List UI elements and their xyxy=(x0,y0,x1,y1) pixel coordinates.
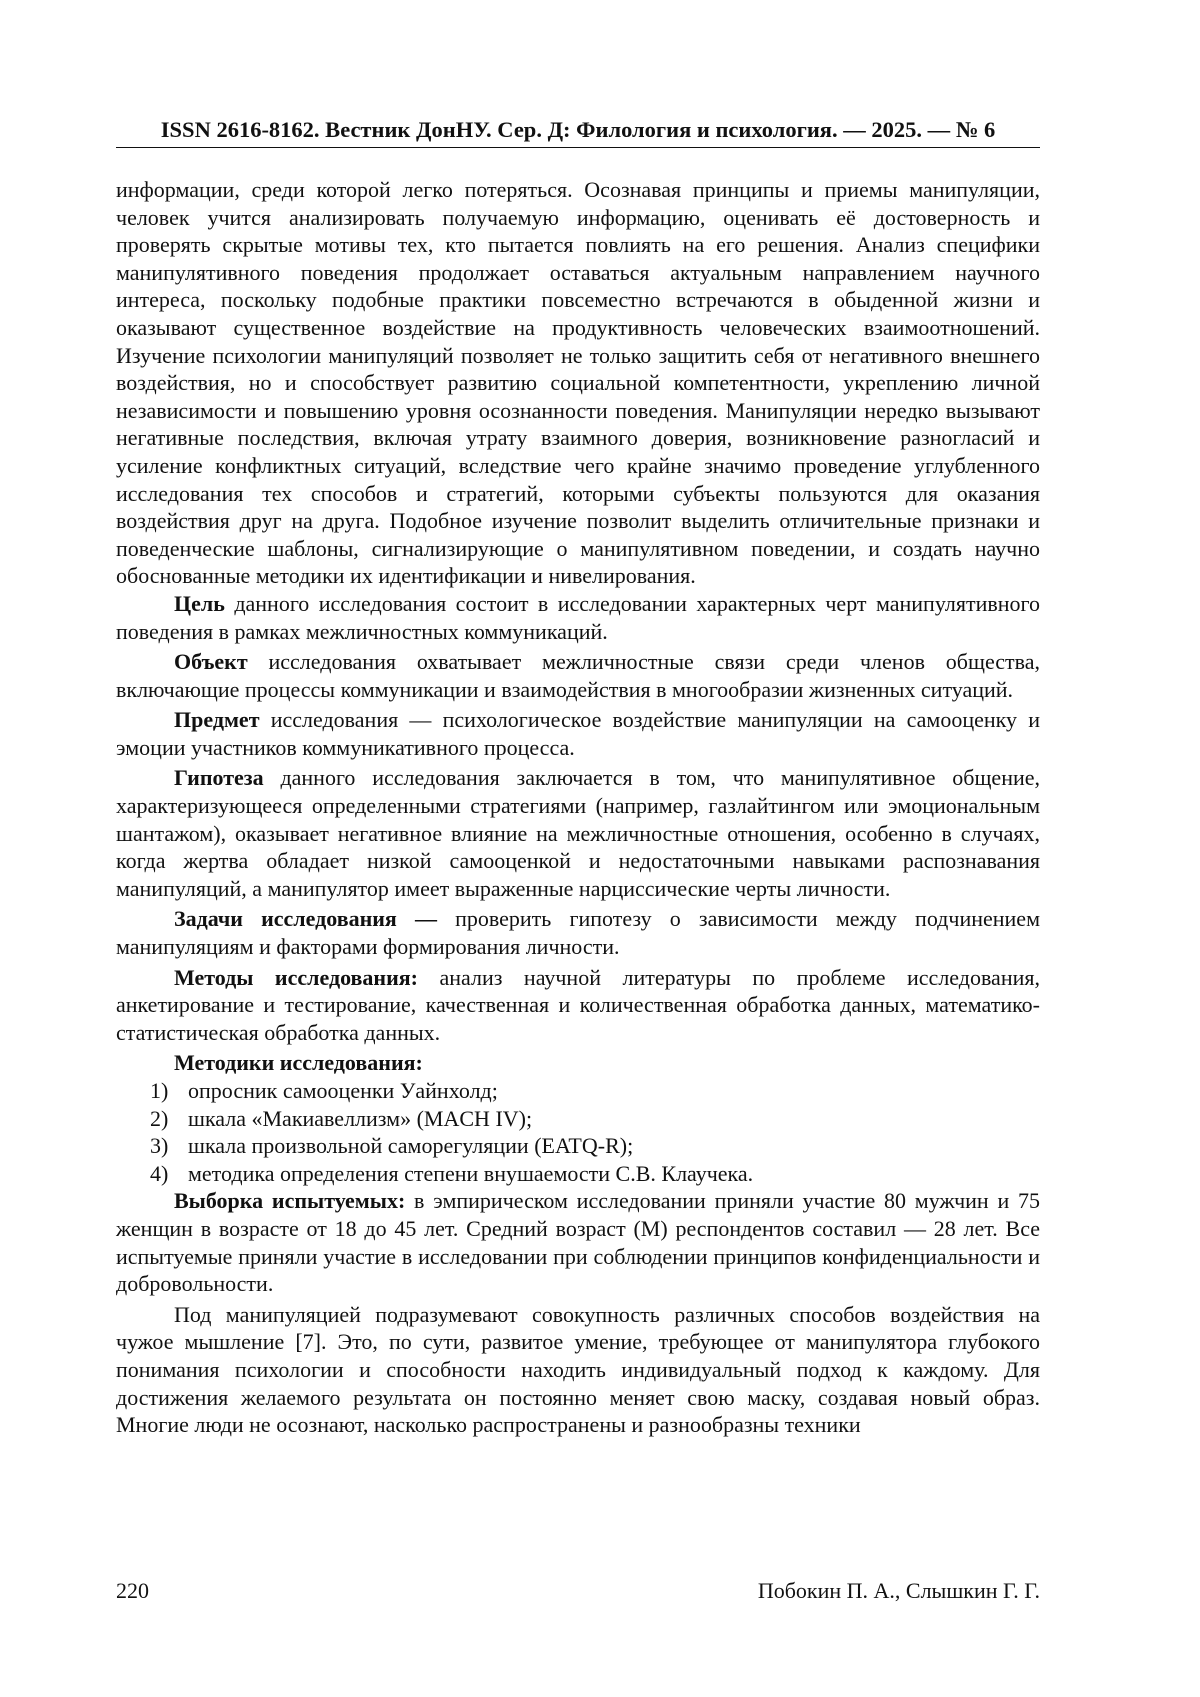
hypothesis-text: данного исследования заключается в том, что манипулятивное общение, характеризующееся определенными стратегиями (например, газлайтингом или эмоциональным шантажом), оказывает негативное влияние на межличностные отношения, особенно в случаях, когда жертва обладает низкой самооценкой и недостаточными навыками распознавания манипуляций, а манипулятор имеет выраженные нарциссические черты личности. xyxy=(116,765,1040,901)
object-text: исследования охватывает межличностные связи среди членов общества, включающие процессы коммуникации и взаимодействия в многообразии жизненных ситуаций. xyxy=(116,649,1040,702)
goal-text: данного исследования состоит в исследовании характерных черт манипулятивного поведения в рамках межличностных коммуникаций. xyxy=(116,590,1040,644)
list-item-number: 4) xyxy=(150,1160,169,1186)
article-body xyxy=(116,176,1040,1439)
list-item xyxy=(116,1077,1040,1105)
sample-term: Выборка испытуемых: xyxy=(174,1188,406,1214)
methods-text: анализ научной литературы по проблеме исследования, анкетирование и тестирование, качественная и количественная обработка данных, математико-статистическая обработка данных. xyxy=(116,964,1040,1045)
tasks-paragraph xyxy=(116,905,1040,960)
list-item-number: 3) xyxy=(150,1133,169,1159)
subject-term: Предмет xyxy=(174,707,260,733)
sample-paragraph xyxy=(116,1187,1040,1297)
list-item-text: шкала произвольной саморегуляции (EATQ-R); xyxy=(188,1133,634,1159)
list-item xyxy=(116,1105,1040,1133)
running-header: ISSN 2616-8162. Вестник ДонНУ. Сер. Д: Филология и психология. — 2025. — № 6 xyxy=(116,116,1040,148)
goal-term: Цель xyxy=(174,590,225,616)
techniques-heading xyxy=(116,1049,1040,1077)
intro-paragraph: информации, среди которой легко потеряться. Осознавая принципы и приемы манипуляции, человек учится анализировать получаемую информацию, оценивать её достоверность и проверять скрытые мотивы тех, кто пытается повлиять на его решения. Анализ специфики манипулятивного поведения продолжает оставаться актуальным направлением научного интереса, поскольку подобные практики повсеместно встречаются в обыденной жизни и оказывают существенное воздействие на продуктивность человеческих взаимоотношений. Изучение психологии манипуляций позволяет не только защитить себя от негативного внешнего воздействия, но и способствует развитию социальной компетентности, укреплению личной независимости и повышению уровня осознанности поведения. Манипуляции нередко вызывают негативные последствия, включая утрату взаимного доверия, возникновение разногласий и усиление конфликтных ситуаций, вследствие чего крайне значимо проведение углубленного исследования тех способов и стратегий, которыми субъекты пользуются для оказания воздействия друг на друга. Подобное изучение позволит выделить отличительные признаки и поведенческие шаблоны, сигнализирующие о манипулятивном поведении, и создать научно обоснованные методики их идентификации и нивелирования. xyxy=(116,177,1040,589)
list-item xyxy=(116,1160,1040,1188)
list-item-number: 2) xyxy=(150,1105,169,1131)
techniques-list xyxy=(116,1077,1040,1187)
list-item-text: шкала «Макиавеллизм» (MACH IV); xyxy=(188,1105,533,1131)
object-paragraph xyxy=(116,648,1040,703)
hypothesis-paragraph xyxy=(116,764,1040,902)
list-item-number: 1) xyxy=(150,1078,169,1103)
list-item-text: опросник самооценки Уайнхолд; xyxy=(188,1078,498,1103)
goal-paragraph xyxy=(116,590,1040,645)
manipulation-paragraph: Под манипуляцией подразумевают совокупность различных способов воздействия на чужое мышление [7]. Это, по сути, развитое умение, требующее от манипулятора глубокого понимания психологии и способности находить индивидуальный подход к каждому. Для достижения желаемого результата он постоянно меняет свою маску, создавая новый образ. Многие люди не осознают, насколько распространены и разнообразны техники xyxy=(116,1301,1040,1438)
subject-text: исследования — психологическое воздействие манипуляции на самооценку и эмоции участников коммуникативного процесса. xyxy=(116,707,1040,760)
tasks-term: Задачи исследования — xyxy=(174,906,437,932)
list-item-text: методика определения степени внушаемости С.В. Клаучека. xyxy=(188,1160,754,1186)
subject-paragraph xyxy=(116,706,1040,761)
footer-authors: Побокин П. А., Слышкин Г. Г. xyxy=(757,1578,1040,1603)
tasks-text: проверить гипотезу о зависимости между подчинением манипуляциям и факторами формирования личности. xyxy=(116,906,1040,960)
sample-text: в эмпирическом исследовании приняли участие 80 мужчин и 75 женщин в возрасте от 18 до 45 лет. Средний возраст (M) респондентов составил — 28 лет. Все испытуемые приняли участие в исследовании при соблюдении принципов конфиденциальности и добровольности. xyxy=(116,1188,1040,1297)
methods-paragraph xyxy=(116,964,1040,1047)
page-number: 220 xyxy=(116,1578,149,1603)
list-item xyxy=(116,1132,1040,1160)
hypothesis-term: Гипотеза xyxy=(174,765,264,791)
methods-term: Методы исследования: xyxy=(174,964,418,990)
techniques-term: Методики исследования: xyxy=(174,1050,423,1076)
object-term: Объект xyxy=(174,649,248,675)
